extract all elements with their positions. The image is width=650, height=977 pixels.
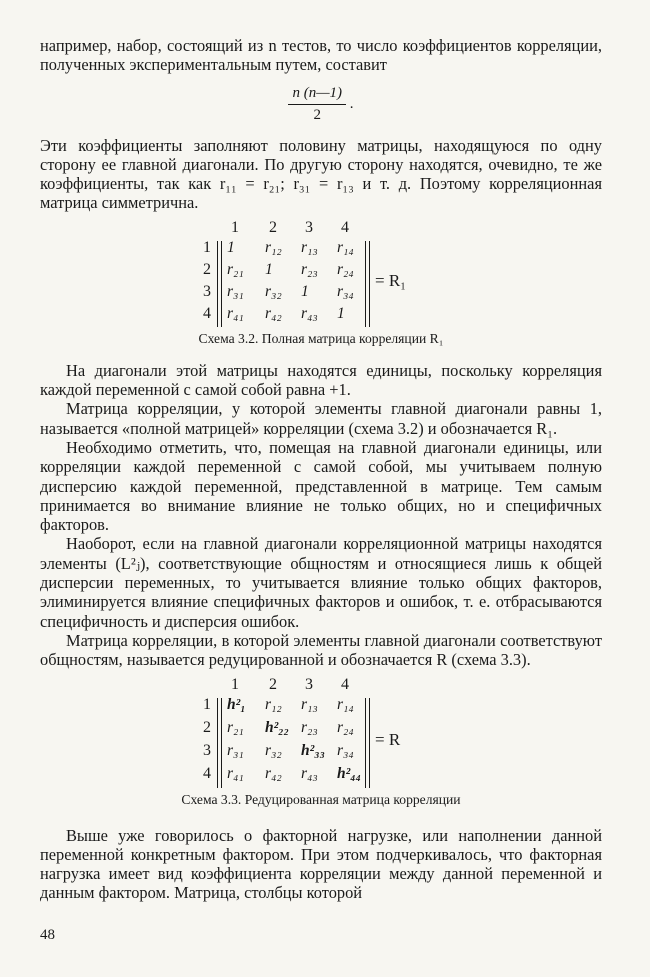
matrix-cell: 1 — [227, 238, 235, 256]
matrix-cell: r₁₂ — [265, 695, 282, 713]
matrix-equals-label: = R — [375, 729, 401, 749]
matrix-2-caption: Схема 3.3. Редуцированная матрица корреляции — [181, 791, 461, 807]
row-header: 1 — [203, 695, 211, 713]
column-header: 4 — [341, 675, 349, 693]
reduced-correlation-matrix — [201, 676, 441, 788]
matrix-bracket-line — [365, 698, 366, 788]
paragraph-6: Наоборот, если на главной диагонали корреляционной матрицы находятся элементы (L²ⱼ), соответствующие общностям и относящиеся лишь к общей дисперсии переменных, то учитывается влияние только общих факторов, элиминируется влияние специфичных факторов и ошибок, т. е. отбрасываются специфичность и дисперсия ошибок. — [40, 534, 602, 631]
matrix-cell: r₁₃ — [301, 238, 318, 256]
matrix-bracket-line — [221, 698, 222, 788]
paragraph-3: На диагонали этой матрицы находятся единицы, поскольку корреляция каждой переменной с самой собой равна +1. — [40, 360, 602, 400]
matrix-cell: r₄₃ — [301, 764, 318, 782]
fraction — [288, 85, 346, 124]
matrix-bracket-line — [365, 241, 366, 327]
matrix-cell: h²₄₄ — [337, 764, 362, 782]
matrix-cell: r₁₄ — [337, 695, 354, 713]
matrix-cell: 1 — [301, 282, 309, 300]
matrix-cell: r₂₁ — [227, 260, 244, 278]
matrix-cell: r₃₁ — [227, 741, 244, 759]
full-correlation-matrix — [201, 219, 441, 327]
column-header: 3 — [305, 218, 313, 236]
column-header: 2 — [269, 218, 277, 236]
matrix-bracket-line — [217, 698, 218, 788]
row-header: 1 — [203, 238, 211, 256]
matrix-cell: r₂₁ — [227, 718, 244, 736]
matrix-bracket-line — [217, 241, 218, 327]
matrix-cell: r₂₃ — [301, 260, 318, 278]
matrix-equals-label: = R₁ — [375, 270, 407, 290]
matrix-cell: r₃₄ — [337, 741, 354, 759]
matrix-cell: r₄₂ — [265, 764, 282, 782]
matrix-cell: r₃₂ — [265, 741, 282, 759]
matrix-bracket-line — [369, 241, 370, 327]
matrix-bracket-line — [221, 241, 222, 327]
page-number: 48 — [40, 927, 55, 943]
page-body — [40, 36, 602, 903]
matrix-1-caption: Схема 3.2. Полная матрица корреляции R₁ — [198, 330, 444, 346]
matrix-cell: r₂₄ — [337, 718, 354, 736]
formula-n-choose-2 — [40, 85, 602, 124]
matrix-cell: r₄₃ — [301, 304, 318, 322]
column-header: 3 — [305, 675, 313, 693]
formula-period: . — [349, 95, 354, 112]
row-header: 4 — [203, 764, 211, 782]
column-header: 1 — [231, 675, 239, 693]
column-header: 1 — [231, 218, 239, 236]
paragraph-5: Необходимо отметить, что, помещая на главной диагонали единицы, или корреляции каждой переменной с самой собой, мы учитываем полную дисперсию каждой переменной, представленной в матрице. Тем самым принимается во внимание влияние не только общих, но и специфичных факторов. — [40, 437, 602, 535]
paragraph-4: Матрица корреляции, у которой элементы главной диагонали равны 1, называется «полной матрицей» корреляции (схема 3.2) и обозначается R₁. — [40, 399, 602, 438]
paragraph-1: например, набор, состоящий из n тестов, то число коэффициентов корреляции, полученных экспериментальным путем, составит — [40, 36, 602, 75]
fraction-numerator: n (n—1) — [288, 85, 346, 105]
matrix-cell: 1 — [265, 260, 273, 278]
matrix-cell: h²₁ — [227, 695, 246, 713]
column-header: 2 — [269, 675, 277, 693]
matrix-bracket-line — [369, 698, 370, 788]
column-header: 4 — [341, 218, 349, 236]
matrix-cell: r₃₂ — [265, 282, 282, 300]
row-header: 3 — [203, 282, 211, 300]
paragraph-2: Эти коэффициенты заполняют половину матрицы, находящуюся по одну сторону ее главной диагонали. По другую сторону находятся, очевидно, те же коэффициенты, так как r₁₁ = r₂₁; r₃₁ = r₁₃ и т. д. Поэтому корреляционная матрица симметрична. — [40, 135, 602, 213]
matrix-cell: r₂₄ — [337, 260, 354, 278]
matrix-cell: r₂₃ — [301, 718, 318, 736]
matrix-cell: r₃₁ — [227, 282, 244, 300]
row-header: 2 — [203, 260, 211, 278]
matrix-cell: 1 — [337, 304, 345, 322]
row-header: 4 — [203, 304, 211, 322]
matrix-cell: h²₃₃ — [301, 741, 326, 759]
matrix-cell: h²₂₂ — [265, 718, 290, 736]
matrix-cell: r₄₁ — [227, 764, 244, 782]
matrix-cell: r₄₁ — [227, 304, 244, 322]
row-header: 2 — [203, 718, 211, 736]
row-header: 3 — [203, 741, 211, 759]
fraction-denominator: 2 — [313, 106, 321, 123]
matrix-cell: r₁₂ — [265, 238, 282, 256]
paragraph-8: Выше уже говорилось о факторной нагрузке, или наполнении данной переменной конкретным фактором. При этом подчеркивалось, что факторная нагрузка имеет вид коэффициента корреляции между данной переменной и данным фактором. Матрица, столбцы которой — [40, 825, 602, 903]
matrix-cell: r₁₄ — [337, 238, 354, 256]
matrix-cell: r₁₃ — [301, 695, 318, 713]
matrix-cell: r₃₄ — [337, 282, 354, 300]
matrix-cell: r₄₂ — [265, 304, 282, 322]
paragraph-7: Матрица корреляции, в которой элементы главной диагонали соответствуют общностям, называется редуцированной и обозначается R (схема 3.3). — [40, 630, 602, 670]
